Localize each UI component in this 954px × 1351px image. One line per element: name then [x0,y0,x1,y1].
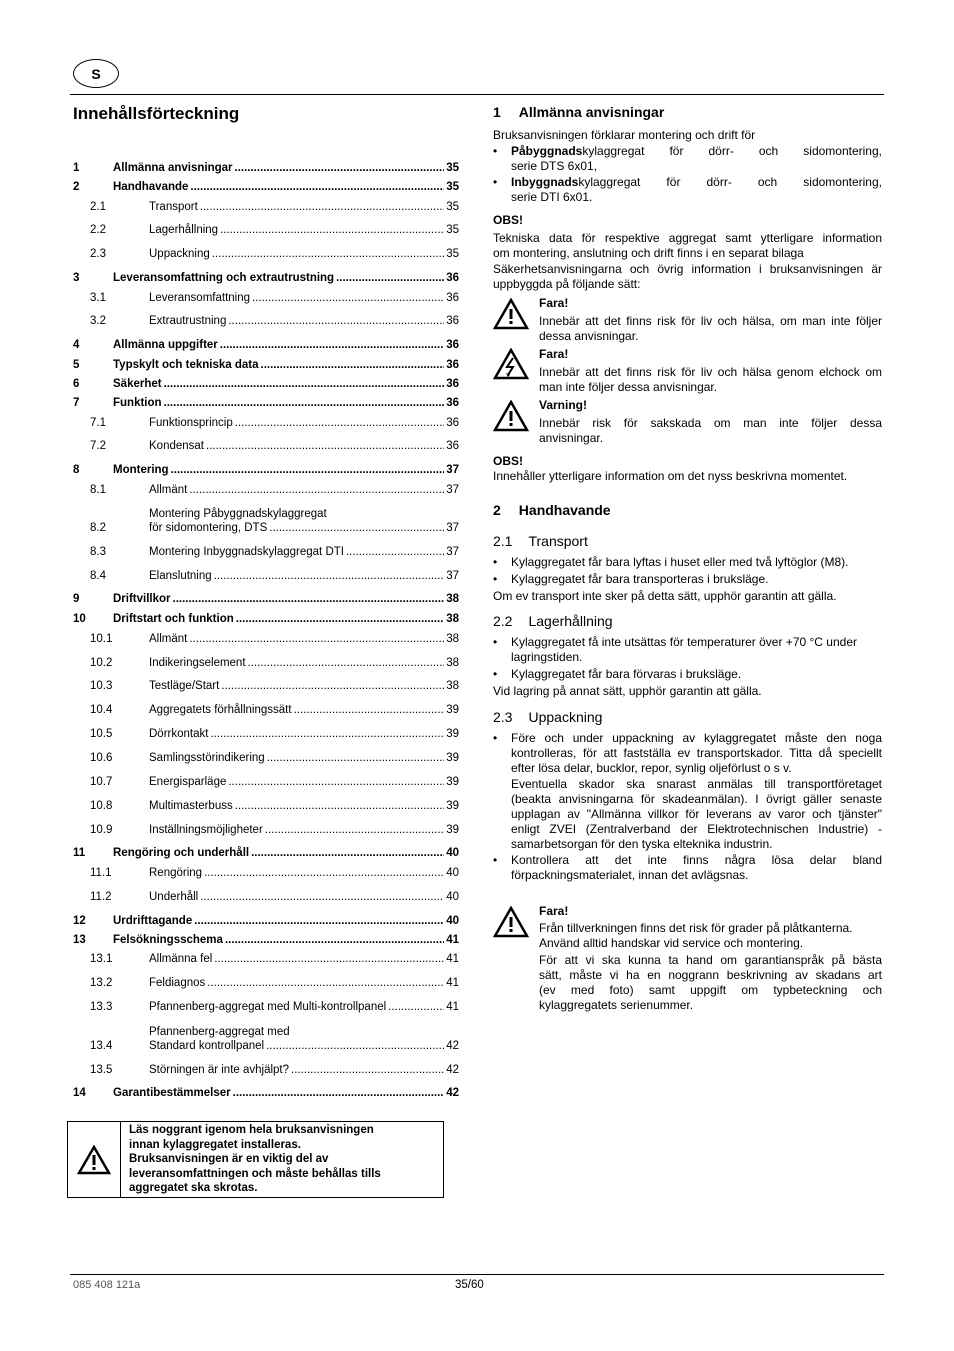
toc-entry-page: 39 [446,776,459,788]
toc-leader-dots [346,544,444,560]
toc-leader-dots [294,702,445,718]
toc-entry-label: Testläge/Start [149,680,220,692]
toc-entry[interactable] [73,726,459,742]
toc-leader-dots [261,357,445,373]
toc-entry-page: 41 [446,1001,459,1013]
toc-entry-page: 36 [446,315,459,327]
obs-label: OBS! [493,213,523,227]
section-2-2-heading: 2.2 Lagerhållning [493,613,613,629]
toc-entry[interactable] [73,913,459,929]
toc-entry-page: 37 [446,522,459,534]
toc-entry-label: Lagerhållning [149,224,219,236]
toc-entry[interactable] [73,337,459,353]
toc-leader-dots [235,415,444,431]
toc-entry-label: Funktionsprincip [149,417,233,429]
toc-entry-label: Funktion [113,397,162,409]
toc-entry-number: 12 [73,915,86,927]
toc-entry-number: 9 [73,593,80,605]
toc-entry-page: 39 [446,728,459,740]
toc-entry-page: 42 [446,1087,459,1099]
toc-entry-label: Multimasterbuss [149,800,233,812]
page-number: 35/60 [455,1279,484,1291]
section-2-heading: 2 Handhavande [493,502,611,518]
toc-leader-dots [212,246,444,262]
unpacking-text: enligt ZVEI (Zentralverband der Elektrotechnischen Industrie) - [511,822,882,836]
toc-entry-label: Handhavande [113,181,189,193]
toc-entry-page: 38 [446,657,459,669]
toc-entry[interactable] [73,611,459,627]
toc-leader-dots [269,520,444,536]
toc-entry-label: Samlingsstörindikering [149,752,265,764]
toc-entry-label: Underhåll [149,891,199,903]
toc-entry-label: Störningen är inte avhjälpt? [149,1064,290,1076]
unpacking-text: efter lösa delar, bucklor, repor, synlig oljeförlust o s v. [511,761,792,775]
obs-text: Säkerhetsanvisningarna och övrig information i bruksanvisningen är [493,262,882,276]
toc-entry-page: 36 [446,440,459,452]
toc-entry-number: 13 [73,934,86,946]
toc-entry-label: Leveransomfattning [149,292,251,304]
bullet-dti-line2: serie DTI 6x01. [511,190,593,204]
notice-title: Fara! [539,347,569,361]
storage-bullet-line2: lagringstiden. [511,650,583,664]
toc-leader-dots [228,313,444,329]
electric-shock-warning-icon [493,348,529,385]
language-badge: S [73,59,119,88]
bullet-marker: • [493,853,498,867]
notice-text: sätt, måste vi ha en noggrann beskrivning av skadans art [539,968,882,982]
obs-label: OBS! [493,454,523,468]
toc-entry-number: 10.2 [90,657,113,669]
toc-entry-page: 39 [446,800,459,812]
toc-entry-number: 3.2 [90,315,106,327]
bullet-marker: • [493,175,498,189]
toc-entry-label: Garantibestämmelser [113,1087,231,1099]
toc-entry-number: 13.5 [90,1064,113,1076]
toc-entry[interactable] [73,631,459,647]
toc-entry-number: 2.2 [90,224,106,236]
toc-entry-page: 42 [446,1064,459,1076]
toc-entry[interactable] [73,222,459,238]
toc-leader-dots [248,655,445,671]
toc-entry-number: 7.1 [90,417,106,429]
toc-entry[interactable] [73,313,459,329]
toc-entry-page: 36 [446,339,459,351]
toc-entry[interactable] [73,951,459,967]
toc-leader-dots [200,889,444,905]
toc-entry-page: 36 [446,417,459,429]
toc-entry-number: 11.2 [90,891,112,903]
toc-entry-label: Typskylt och tekniska data [113,359,259,371]
toc-entry-page: 41 [446,977,459,989]
toc-entry[interactable] [73,932,459,948]
toc-entry[interactable] [73,678,459,694]
toc-entry-page: 38 [446,633,459,645]
toc-entry-label: Extrautrustning [149,315,227,327]
read-instructions-text: Läs noggrant igenom hela bruksanvisningen innan kylaggregatet installeras. Bruksanvisningen är en viktig del av leveransomfattningen och måste behållas tills aggregatet ska skrotas. [129,1124,381,1195]
toc-leader-dots [252,290,444,306]
toc-entry-number: 5 [73,359,80,371]
toc-entry-number: 1 [73,162,80,174]
toc-entry[interactable] [73,246,459,262]
toc-entry-number: 10.3 [90,680,113,692]
toc-entry-label: Allmänt [149,633,188,645]
toc-entry-page: 37 [446,464,459,476]
toc-entry-page: 36 [446,292,459,304]
notice-text: man inte följer dessa anvisningar. [539,380,718,394]
toc-entry-page: 35 [446,181,459,193]
unpacking-text: förpackningsmaterialet, innan det avlägsnas. [511,868,749,882]
toc-leader-dots [220,222,444,238]
toc-entry-label: för sidomontering, DTS [149,522,268,534]
notice-title: Varning! [539,398,588,412]
toc-entry[interactable] [73,1062,459,1078]
toc-entry[interactable] [73,357,459,373]
toc-entry-label: Säkerhet [113,378,162,390]
toc-entry-number: 2 [73,181,80,193]
toc-entry-page: 38 [446,613,459,625]
toc-entry-label: Driftvillkor [113,593,171,605]
toc-leader-dots [200,199,444,215]
toc-leader-dots [336,270,444,286]
toc-entry-label: Standard kontrollpanel [149,1040,265,1052]
toc-leader-dots [228,774,444,790]
toc-entry-number: 10.6 [90,752,113,764]
toc-entry-number: 11.1 [90,867,112,879]
toc-entry-page: 36 [446,359,459,371]
toc-entry-label: Uppackning [149,248,210,260]
toc-entry-number: 10.8 [90,800,113,812]
toc-leader-dots [235,160,445,176]
storage-text: Vid lagring på annat sätt, upphör garantin att gälla. [493,684,762,698]
toc-entry[interactable] [73,750,459,766]
toc-leader-dots [214,951,444,967]
toc-entry[interactable] [73,179,459,195]
toc-entry-page: 38 [446,680,459,692]
toc-entry-label: Allmänna anvisningar [113,162,233,174]
toc-leader-dots [388,999,444,1015]
bullet-marker: • [493,667,498,681]
bullet-dts-line2: serie DTS 6x01, [511,159,598,173]
toc-entry-page: 39 [446,824,459,836]
toc-entry-page: 36 [446,272,459,284]
unpacking-text: (beakta anvisningarna för skadeanmälan). I övrigt gäller senaste [511,792,882,806]
toc-entry[interactable] [73,774,459,790]
toc-entry-page: 38 [446,593,459,605]
obs-text: Innehåller ytterligare information om det nyss beskrivna momentet. [493,469,848,483]
toc-entry-number: 8 [73,464,80,476]
warning-triangle-icon [493,298,529,335]
toc-entry[interactable] [73,889,459,905]
bullet-marker: • [493,731,498,745]
toc-leader-dots [194,913,444,929]
warning-triangle-icon [493,906,529,943]
storage-bullet: Kylaggregatet få inte utsättas för temperaturer över +70 °C under [511,635,857,649]
toc-entry-label: Rengöring och underhåll [113,847,250,859]
toc-entry-label: Driftstart och funktion [113,613,234,625]
toc-leader-dots [266,1038,444,1054]
toc-leader-dots [207,975,444,991]
footer-rule [70,1274,884,1275]
toc-entry-number: 13.2 [90,977,113,989]
notice-text: anvisningar. [539,431,604,445]
toc-entry-page: 40 [446,847,459,859]
toc-entry[interactable] [73,591,459,607]
toc-entry-number: 10.7 [90,776,113,788]
toc-entry-page: 36 [446,397,459,409]
notice-text: Innebär att det finns risk för liv och hälsa genom elchock om [539,365,882,379]
toc-entry-number: 2.3 [90,248,106,260]
notice-title: Fara! [539,296,569,310]
toc-entry-page: 37 [446,484,459,496]
toc-entry[interactable] [73,865,459,881]
toc-entry[interactable] [73,975,459,991]
bullet-marker: • [493,144,498,158]
obs-text: Tekniska data för respektive aggregat samt ytterligare information [493,231,882,245]
toc-entry-number: 8.2 [90,522,106,534]
notice-text: För att vi ska kunna ta hand om garantianspråk på bästa [539,953,882,967]
notice-text: (ev med foto) samt uppgift om typbeteckning och [539,983,882,997]
toc-leader-dots [214,568,445,584]
toc-entry[interactable] [73,376,459,392]
toc-entry-page: 35 [446,224,459,236]
toc-entry[interactable] [73,160,459,176]
toc-entry[interactable] [73,290,459,306]
transport-text: Om ev transport inte sker på detta sätt, upphör garantin att gälla. [493,589,837,603]
toc-entry-label-line1: Montering Påbyggnadskylaggregat [149,508,327,520]
toc-entry-number: 7 [73,397,80,409]
storage-bullet: Kylaggregatet får bara förvaras i bruksläge. [511,667,742,681]
transport-bullet: Kylaggregatet får bara lyftas i huset eller med två lyftöglor (M8). [511,555,849,569]
unpacking-text: Kontrollera att det inte finns några lösa delar bland [511,853,882,867]
toc-entry[interactable] [73,999,459,1015]
toc-entry-page: 40 [446,915,459,927]
unpacking-text: Eventuella skador ska snarast anmälas till transportföretaget [511,777,882,791]
notice-text: kylaggregatets serienummer. [539,998,694,1012]
header-rule [70,94,884,95]
warning-triangle-icon [493,400,529,437]
toc-entry-number: 2.1 [90,201,106,213]
toc-entry-number: 10.4 [90,704,113,716]
toc-entry-page: 35 [446,248,459,260]
toc-entry-label: Montering [113,464,169,476]
toc-leader-dots [236,611,444,627]
toc-leader-dots [204,865,444,881]
warning-triangle-icon [68,1122,121,1197]
toc-entry[interactable] [73,508,459,536]
bullet-dts: Påbyggnadskylaggregat för dörr- och sidomontering, [511,144,882,158]
toc-entry-label: Pfannenberg-aggregat med Multi-kontrollpanel [149,1001,387,1013]
section-2-3-heading: 2.3 Uppackning [493,709,603,725]
bullet-marker: • [493,572,498,586]
doc-number: 085 408 121a [73,1279,141,1291]
toc-entry[interactable] [73,1026,459,1054]
toc-entry[interactable] [73,544,459,560]
toc-entry-number: 8.1 [90,484,106,496]
toc-leader-dots [221,678,444,694]
toc-entry-label: Felsökningsschema [113,934,223,946]
toc-entry-number: 13.4 [90,1040,113,1052]
toc-leader-dots [265,822,444,838]
toc-entry-label: Rengöring [149,867,203,879]
toc-leader-dots [206,438,444,454]
toc-entry-page: 37 [446,570,459,582]
section-1-intro: Bruksanvisningen förklarar montering och drift för [493,128,756,142]
toc-entry-number: 14 [73,1087,86,1099]
toc-entry-number: 3.1 [90,292,106,304]
toc-entry-page: 39 [446,752,459,764]
section-1-heading: 1 Allmänna anvisningar [493,104,665,120]
obs-text: om montering, anslutning och drift finns i en separat bilaga [493,246,804,260]
toc-entry-page: 42 [446,1040,459,1052]
toc-entry[interactable] [73,568,459,584]
bullet-marker: • [493,555,498,569]
toc-entry-number: 4 [73,339,80,351]
toc-leader-dots [267,750,445,766]
toc-entry[interactable] [73,822,459,838]
bullet-dti: Inbyggnadskylaggregat för dörr- och sidomontering, [511,175,882,189]
toc-entry[interactable] [73,462,459,478]
toc-leader-dots [210,726,444,742]
notice-text: Innebär att det finns risk för liv och hälsa, om man inte följer [539,314,882,328]
toc-leader-dots [220,337,444,353]
toc-entry[interactable] [73,199,459,215]
notice-text: Från tillverkningen finns det risk för grader på plåtkanterna. [539,921,853,935]
toc-entry-label: Leveransomfattning och extrautrustning [113,272,335,284]
toc-entry[interactable] [73,415,459,431]
toc-entry-number: 11 [73,847,86,859]
toc-entry-number: 10.9 [90,824,113,836]
toc-entry-page: 39 [446,704,459,716]
toc-entry-number: 3 [73,272,80,284]
toc-entry-number: 7.2 [90,440,106,452]
toc-entry-number: 13.1 [90,953,113,965]
toc-leader-dots [251,845,444,861]
toc-entry-page: 35 [446,201,459,213]
toc-entry[interactable] [73,702,459,718]
notice-text: Använd alltid handskar vid service och montering. [539,936,804,950]
toc-entry-number: 8.3 [90,546,106,558]
toc-leader-dots [164,395,445,411]
toc-entry[interactable] [73,655,459,671]
toc-entry-label: Aggregatets förhållningssätt [149,704,292,716]
toc-leader-dots [225,932,444,948]
toc-entry-page: 40 [446,891,459,903]
transport-bullet: Kylaggregatet får bara transporteras i bruksläge. [511,572,769,586]
toc-entry-number: 6 [73,378,80,390]
toc-entry-page: 41 [446,934,459,946]
toc-entry[interactable] [73,438,459,454]
toc-leader-dots [235,798,444,814]
unpacking-text: Före och under uppackning av kylaggregatet måste den noga [511,731,882,745]
notice-text: Innebär risk för sakskada om man inte följer dessa [539,416,882,430]
toc-entry-label: Energisparläge [149,776,227,788]
toc-leader-dots [233,1085,445,1101]
read-instructions-box [67,1121,444,1198]
toc-entry-page: 37 [446,546,459,558]
toc-entry-label: Allmänna uppgifter [113,339,218,351]
toc-entry[interactable] [73,395,459,411]
toc-entry[interactable] [73,1085,459,1101]
unpacking-text: upplagan av "Allmänna villkor för leverans av varor och tjänster" [511,807,882,821]
toc-leader-dots [173,591,445,607]
toc-entry-label: Indikeringselement [149,657,246,669]
toc-leader-dots [189,631,444,647]
toc-entry-label: Urdrifttagande [113,915,193,927]
toc-entry-number: 10.5 [90,728,113,740]
toc-entry-number: 10 [73,613,86,625]
toc-entry-label: Kondensat [149,440,204,452]
toc-entry-label: Allmänna fel [149,953,213,965]
toc-entry[interactable] [73,845,459,861]
toc-entry-label: Elanslutning [149,570,212,582]
toc-entry-label: Transport [149,201,198,213]
toc-leader-dots [291,1062,444,1078]
toc-entry-label: Inställningsmöjligheter [149,824,263,836]
toc-entry-number: 10.1 [90,633,113,645]
toc-entry-label-line1: Pfannenberg-aggregat med [149,1026,290,1038]
section-2-1-heading: 2.1 Transport [493,533,588,549]
toc-leader-dots [164,376,445,392]
toc-entry[interactable] [73,798,459,814]
toc-entry[interactable] [73,270,459,286]
toc-entry[interactable] [73,482,459,498]
toc-entry-page: 41 [446,953,459,965]
toc-entry-number: 13.3 [90,1001,113,1013]
toc-entry-label: Feldiagnos [149,977,206,989]
notice-text: dessa anvisningar. [539,329,639,343]
toc-entry-number: 8.4 [90,570,106,582]
bullet-marker: • [493,635,498,649]
toc-entry-page: 36 [446,378,459,390]
unpacking-text: samarbetsorgan för den tyska elteknika industrin. [511,837,773,851]
toc-title: Innehållsförteckning [73,104,240,123]
toc-entry-label: Dörrkontakt [149,728,209,740]
toc-entry-page: 40 [446,867,459,879]
notice-title: Fara! [539,904,569,918]
toc-leader-dots [189,482,444,498]
obs-text: uppbyggda på följande sätt: [493,277,641,291]
toc-entry-label: Montering Inbyggnadskylaggregat DTI [149,546,344,558]
toc-entry-page: 35 [446,162,459,174]
toc-entry-label: Allmänt [149,484,188,496]
unpacking-text: kontrolleras, för att fastställa ev transportskador. Titta då speciellt [511,746,882,760]
toc-leader-dots [190,179,444,195]
toc-leader-dots [171,462,445,478]
